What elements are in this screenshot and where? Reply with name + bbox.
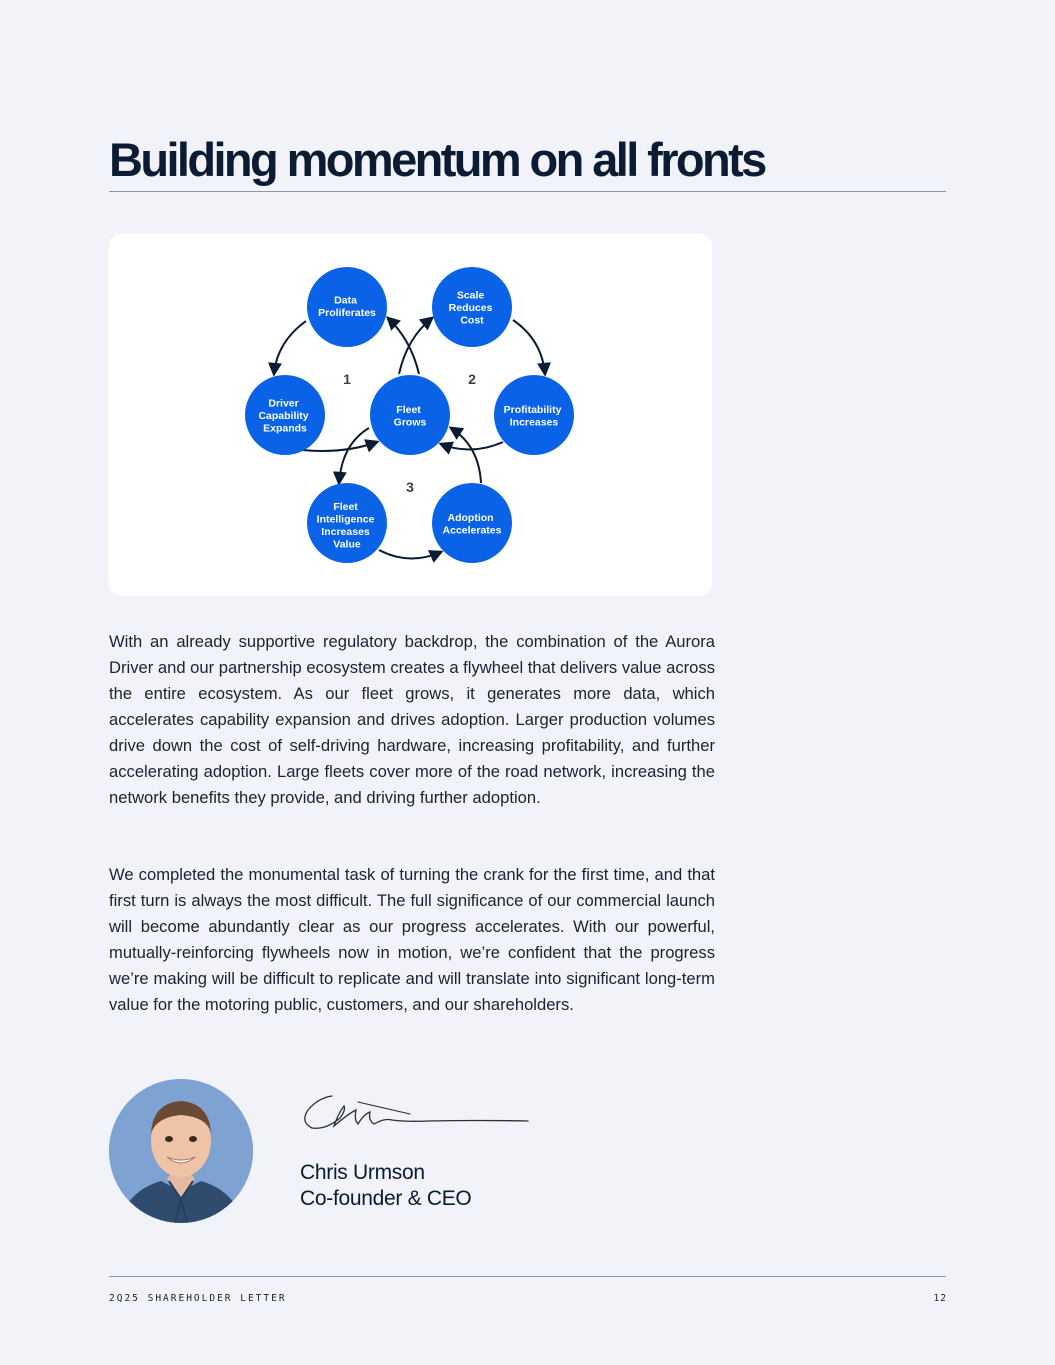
loop-number-2: 2 [468, 371, 476, 387]
arrow-driver-to-fleet [302, 442, 377, 451]
arrow-fleet-to-scale [399, 318, 432, 374]
node-adoption-accelerates-label: Adoption Accelerates [442, 512, 502, 537]
body-paragraph-2: We completed the monumental task of turning the crank for the first time, and that first turn is always the most difficult. The full significance of our commercial launch will become abundantly clear as our progress accelerates. With our powerful, mutually-reinforcing flywheels now in motion, we’re confident that the progress we’re making will be difficult to replicate and will translate into significant long-term value for the motoring public, customers, and our shareholders. [109, 865, 715, 1014]
flywheel-diagram [109, 234, 712, 596]
avatar [109, 1079, 253, 1223]
node-fleet-intelligence-increases-value-label: Fleet Intelligence Increases Value [316, 501, 375, 551]
title-divider [109, 191, 946, 192]
arrow-intelligence-to-adoption [379, 550, 441, 559]
arrow-scale-to-profitability [513, 320, 545, 374]
node-scale-reduces-cost-label: Scale Reduces Cost [448, 289, 493, 327]
loop-number-1: 1 [343, 371, 351, 387]
node-adoption-accelerates [432, 483, 512, 563]
footer-label: 2Q25 SHAREHOLDER LETTER [109, 1293, 287, 1304]
arrow-fleet-to-intelligence [339, 428, 369, 483]
arrow-adoption-to-fleet [451, 428, 481, 483]
footer-divider [109, 1276, 946, 1277]
node-driver-capability-expands [245, 375, 325, 455]
node-profitability-increases-label: Profitability Increases [503, 404, 562, 429]
page-number: 12 [933, 1293, 947, 1304]
body-paragraph-1: With an already supportive regulatory backdrop, the combination of the Aurora Driver and our partnership ecosystem creates a flywheel that delivers value across the entire ecosystem. As our fleet grows, it generates more data, which accelerates capability expansion and drives adoption. Larger production volumes drive down the cost of self-driving hardware, increasing profitability, and further accelerating adoption. Large fleets cover more of the road network, increasing the network benefits they provide, and driving further adoption. [109, 632, 715, 807]
flywheel-diagram-svg [109, 234, 712, 596]
node-fleet-intelligence-increases-value [307, 483, 387, 563]
node-scale-reduces-cost [432, 267, 512, 347]
node-profitability-increases [494, 375, 574, 455]
signature-image [298, 1088, 534, 1140]
node-data-proliferates [307, 267, 387, 347]
node-data-proliferates-label: Data Proliferates [318, 294, 376, 319]
loop-number-3: 3 [406, 479, 414, 495]
node-fleet-grows-label: Fleet Grows [393, 404, 427, 429]
node-fleet-grows [370, 375, 450, 455]
signer-name: Chris Urmson [300, 1161, 425, 1184]
arrow-fleet-to-data [388, 318, 419, 374]
page-title: Building momentum on all fronts [109, 133, 765, 186]
arrow-data-to-driver [274, 321, 306, 374]
avatar-portrait [109, 1079, 253, 1223]
signer-title: Co-founder & CEO [300, 1187, 472, 1210]
node-driver-capability-expands-label: Driver Capability Expands [258, 397, 309, 435]
